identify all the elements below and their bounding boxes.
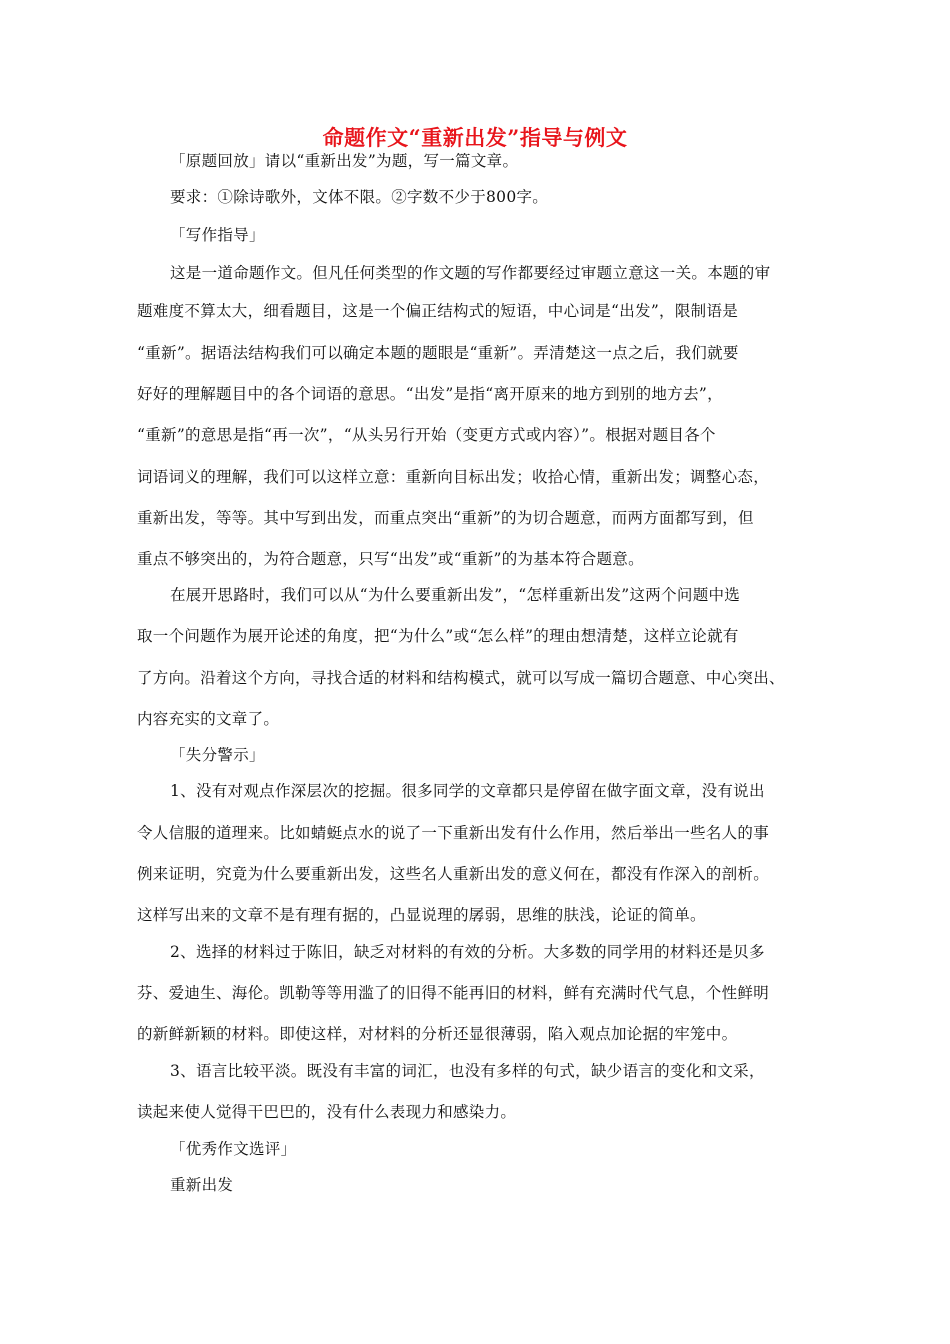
paragraph-line: 词语词义的理解，我们可以这样立意：重新向目标出发；收拾心情，重新出发；调整心态， [137, 468, 770, 486]
paragraph-line: “重新”的意思是指“再一次”，“从头另行开始（变更方式或内容）”。根据对题目各个 [137, 426, 716, 444]
section-heading-writing-guide: 「写作指导」 [170, 226, 265, 244]
requirements-line: 要求：①除诗歌外，文体不限。②字数不少于800字。 [170, 188, 549, 206]
paragraph-line: 这是一道命题作文。但凡任何类型的作文题的写作都要经过审题立意这一关。本题的审 [170, 264, 771, 282]
essay-title: 重新出发 [170, 1176, 234, 1194]
paragraph-line: 令人信服的道理来。比如蜻蜓点水的说了一下重新出发有什么作用，然后举出一些名人的事 [137, 824, 770, 842]
paragraph-line: 在展开思路时，我们可以从“为什么要重新出发”，“怎样重新出发”这两个问题中选 [170, 586, 741, 604]
paragraph-line: 2、选择的材料过于陈旧，缺乏对材料的有效的分析。大多数的同学用的材料还是贝多 [170, 943, 765, 961]
paragraph-line: 这样写出来的文章不是有理有据的，凸显说理的孱弱，思维的肤浅，论证的简单。 [137, 906, 706, 924]
paragraph-line: 好好的理解题目中的各个词语的意思。“出发”是指“离开原来的地方到别的地方去”， [137, 385, 723, 403]
paragraph-line: “重新”。据语法结构我们可以确定本题的题眼是“重新”。弄清楚这一点之后，我们就要 [137, 344, 739, 362]
document-title: 命题作文“重新出发”指导与例文 [322, 125, 628, 150]
paragraph-line: 1、没有对观点作深层次的挖掘。很多同学的文章都只是停留在做字面文章，没有说出 [170, 782, 765, 800]
section-heading-point-loss-warnings: 「失分警示」 [170, 746, 265, 764]
section-heading-excellent-essays: 「优秀作文选评」 [170, 1140, 297, 1158]
paragraph-line: 取一个问题作为展开论述的角度，把“为什么”或“怎么样”的理由想清楚，这样立论就有 [137, 627, 739, 645]
paragraph-line: 读起来使人觉得干巴巴的，没有什么表现力和感染力。 [137, 1103, 517, 1121]
paragraph-line: 芬、爱迪生、海伦。凯勒等等用滥了的旧得不能再旧的材料，鲜有充满时代气息，个性鲜明 [137, 984, 770, 1002]
paragraph-line: 例来证明，究竟为什么要重新出发，这些名人重新出发的意义何在，都没有作深入的剖析。 [137, 865, 770, 883]
prompt-review-line: 「原题回放」请以“重新出发”为题，写一篇文章。 [170, 152, 519, 170]
paragraph-line: 的新鲜新颖的材料。即使这样，对材料的分析还显很薄弱，陷入观点加论据的牢笼中。 [137, 1025, 738, 1043]
paragraph-line: 重点不够突出的，为符合题意，只写“出发”或“重新”的为基本符合题意。 [137, 550, 644, 568]
paragraph-line: 3、语言比较平淡。既没有丰富的词汇，也没有多样的句式，缺少语言的变化和文采， [170, 1062, 765, 1080]
paragraph-line: 重新出发，等等。其中写到出发，而重点突出“重新”的为切合题意，而两方面都写到，但 [137, 509, 754, 527]
paragraph-line: 题难度不算太大，细看题目，这是一个偏正结构式的短语，中心词是“出发”，限制语是 [137, 302, 739, 320]
paragraph-line: 内容充实的文章了。 [137, 710, 280, 728]
paragraph-line: 了方向。沿着这个方向，寻找合适的材料和结构模式，就可以写成一篇切合题意、中心突出、 [137, 669, 785, 687]
